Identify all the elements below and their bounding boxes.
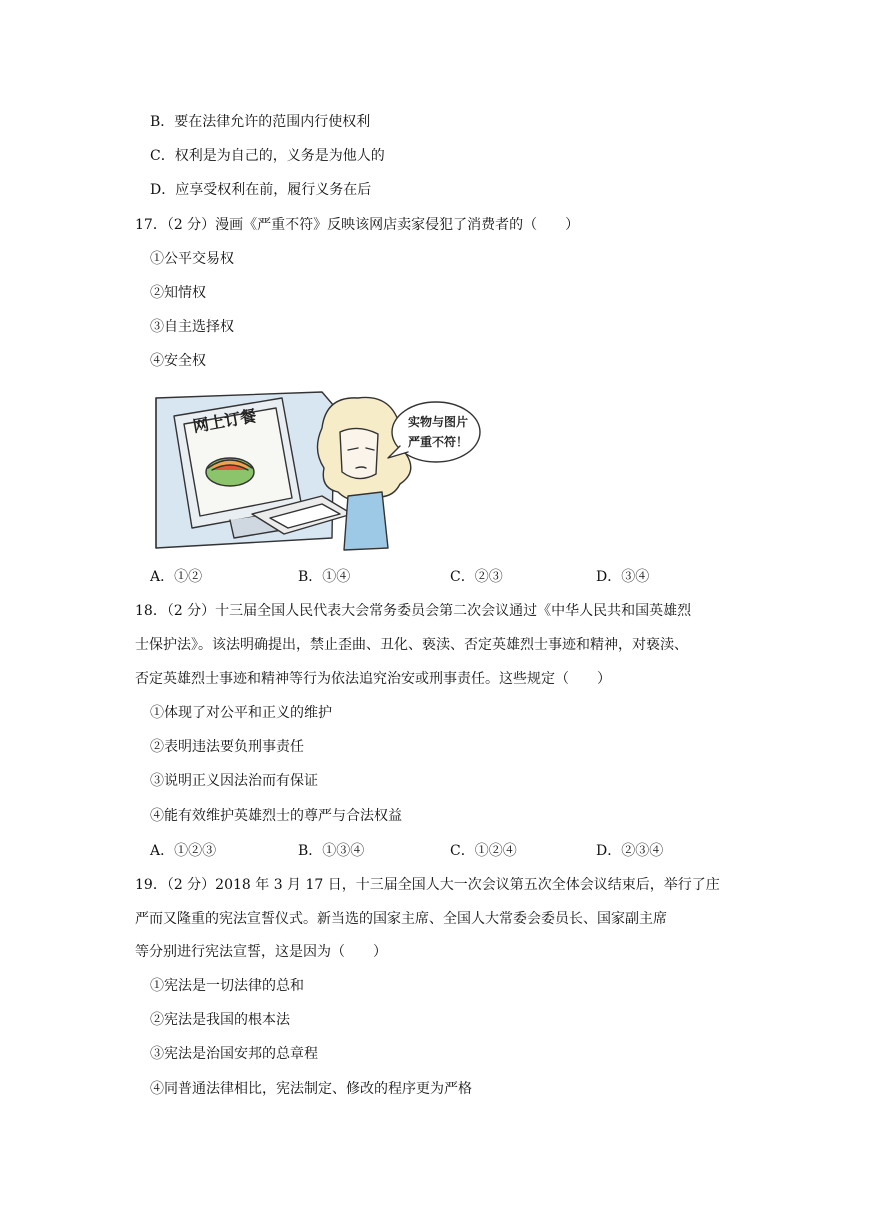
q19-item-3: ③宪法是治国安邦的总章程 — [150, 1046, 318, 1062]
q18-stem-line-2: 士保护法》。该法明确提出，禁止歪曲、丑化、亵渎、否定英雄烈士事迹和精神，对亵渎、 — [135, 637, 688, 653]
q18-stem-line-1: 18．（2 分）十三届全国人民代表大会常务委员会第二次会议通过《中华人民共和国英雄烈 — [135, 603, 692, 619]
q19-stem-line-2: 严而又隆重的宪法宣誓仪式。新当选的国家主席、全国人大常委会委员长、国家副主席 — [135, 911, 667, 927]
q17-item-1: ①公平交易权 — [150, 251, 234, 267]
q19-item-1: ①宪法是一切法律的总和 — [150, 978, 304, 994]
q18-choice-d[interactable]: D．②③④ — [596, 843, 664, 859]
q19-stem-line-1: 19．（2 分）2018 年 3 月 17 日，十三届全国人大一次会议第五次全体会议结束后，举行了庄 — [135, 877, 720, 893]
q16-option-b: B．要在法律允许的范围内行使权利 — [150, 114, 371, 130]
q16-option-d: D．应享受权利在前，履行义务在后 — [150, 182, 372, 198]
q18-choice-c[interactable]: C．①②④ — [450, 843, 517, 859]
q17-choice-c[interactable]: C．②③ — [450, 569, 503, 585]
q19-item-2: ②宪法是我国的根本法 — [150, 1012, 290, 1028]
cartoon-screen-text: 网上订餐 — [191, 406, 258, 436]
q17-choice-d[interactable]: D．③④ — [596, 569, 650, 585]
q17-choice-a[interactable]: A．①② — [150, 569, 203, 585]
q17-choices — [150, 567, 710, 587]
q17-item-3: ③自主选择权 — [150, 319, 234, 335]
q17-item-4: ④安全权 — [150, 353, 206, 369]
cartoon-bubble-line-1: 实物与图片 — [408, 415, 469, 429]
q18-item-3: ③说明正义因法治而有保证 — [150, 773, 318, 789]
q18-choices — [150, 841, 710, 861]
q18-choice-a[interactable]: A．①②③ — [150, 843, 217, 859]
q17-item-2: ②知情权 — [150, 285, 206, 301]
q18-item-1: ①体现了对公平和正义的维护 — [150, 705, 332, 721]
cartoon-illustration — [152, 388, 482, 554]
q18-choice-b[interactable]: B．①③④ — [298, 843, 365, 859]
cartoon-bubble-line-2: 严重不符！ — [408, 435, 469, 449]
q16-option-c: C．权利是为自己的，义务是为他人的 — [150, 148, 385, 164]
q17-cartoon — [152, 388, 482, 554]
q19-item-4: ④同普通法律相比，宪法制定、修改的程序更为严格 — [150, 1081, 472, 1097]
q17-stem: 17．（2 分）漫画《严重不符》反映该网店卖家侵犯了消费者的（ ） — [135, 217, 580, 233]
q18-item-2: ②表明违法要负刑事责任 — [150, 739, 304, 755]
q17-choice-b[interactable]: B．①④ — [298, 569, 351, 585]
q18-item-4: ④能有效维护英雄烈士的尊严与合法权益 — [150, 808, 402, 824]
q18-stem-line-3: 否定英雄烈士事迹和精神等行为依法追究治安或刑事责任。这些规定（ ） — [135, 671, 611, 687]
q19-stem-line-3: 等分别进行宪法宣誓，这是因为（ ） — [135, 944, 387, 960]
